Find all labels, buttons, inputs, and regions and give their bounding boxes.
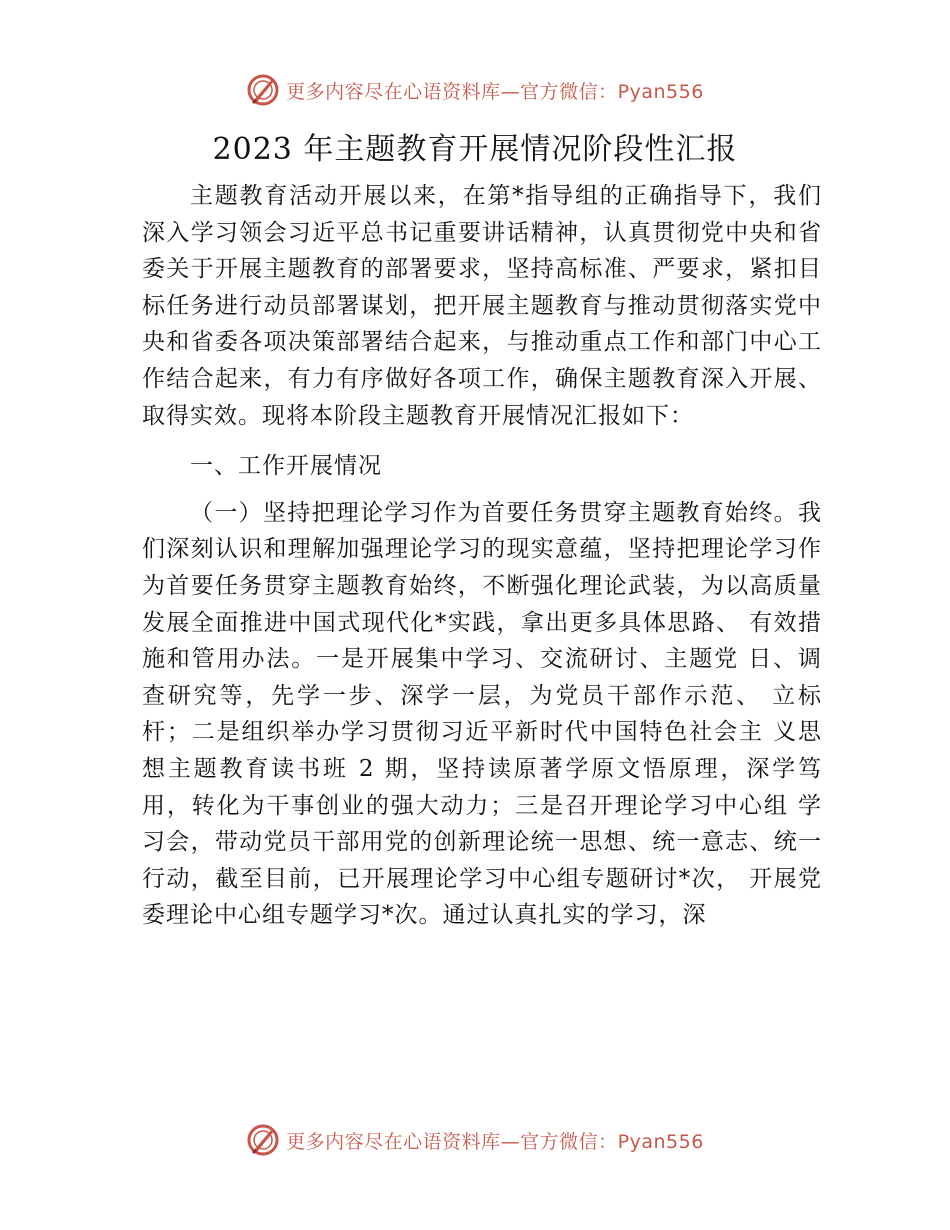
document-title: 2023 年主题教育开展情况阶段性汇报 — [212, 132, 738, 167]
paragraph-intro: 主题教育活动开展以来，在第*指导组的正确指导下，我们深入学习领会习近平总书记重要讲话精神，认真贯彻党中央和省委关于开展主题教育的部署要求，坚持高标准、严要求，紧扣目标任务进行动员部署谋划，把开展主题教育与推动贯彻落实党中央和省委各项决策部署结合起来，与推动重点工作和部门中心工作结合起来，有力有序做好各项工作，确保主题教育深入开展、取得实效。现将本阶段主题教育开展情况汇报如下： — [142, 183, 822, 429]
watermark-header — [0, 68, 950, 112]
watermark-footer — [0, 1118, 950, 1162]
quill-seal-logo-icon — [246, 73, 280, 107]
paragraph-section-one: （一）坚持把理论学习作为首要任务贯穿主题教育始终。我们深刻认识和理解加强理论学习的现实意蕴，坚持把理论学习作为首要任务贯穿主题教育始终，不断强化理论武装，为以高质量发展全面推进中国式现代化*实践，拿出更多具体思路、 有效措施和管用办法。一是开展集中学习、交流研讨、主题党 日、调查研究等，先学一步、深学一层，为党员干部作示范、 立标杆；二是组织举办学习贯彻习近平新时代中国特色社会主 义思想主题教育读书班 2 期，坚持读原著学原文悟原理，深学笃用，转化为干事创业的强大动力；三是召开理论学习中心组 学习会，带动党员干部用党的创新理论统一思想、统一意志、统一行动，截至目前，已开展理论学习中心组专题研讨*次， 开展党委理论中心组专题学习*次。通过认真扎实的学习，深 — [142, 499, 822, 929]
watermark-text: 更多内容尽在心语资料库—官方微信：Pyan556 — [286, 80, 704, 103]
quill-seal-logo-icon — [246, 1123, 280, 1157]
document-body — [142, 178, 822, 934]
watermark-text: 更多内容尽在心语资料库—官方微信：Pyan556 — [286, 1130, 704, 1153]
section-heading: 一、工作开展情况 — [190, 453, 382, 480]
